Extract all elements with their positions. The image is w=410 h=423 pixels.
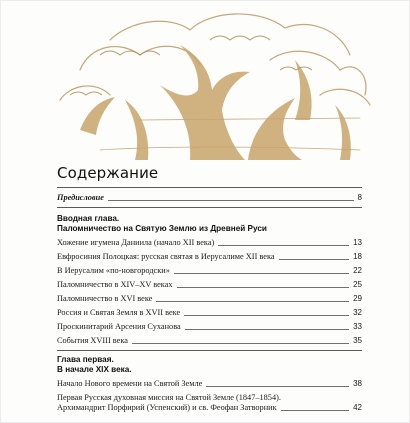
toc-entry-label: Паломничество в XVI веке [57,294,153,303]
section-divider [57,350,362,351]
toc-entry[interactable] [57,308,362,318]
toc-entry-label: Архимандрит Порфирий (Успенский) и св. Феофан Затворник [57,403,277,412]
toc-entry-label: Россия и Святая Земля в XVII веке [57,308,181,317]
dot-leader [185,329,349,330]
toc-title: Содержание [57,164,159,182]
dot-leader [132,343,349,344]
section-divider [57,207,362,208]
intro-heading-line2: Паломничество на Святую Землю из Древней Руси [57,224,267,233]
toc-entry-label: События XVIII века [57,336,128,345]
dot-leader [177,287,350,288]
toc-entry-page: 22 [353,266,362,275]
dot-leader [174,273,349,274]
toc-entry[interactable] [57,322,362,332]
chapter1-heading-line1: Глава первая. [57,355,114,364]
toc-entry[interactable] [57,336,362,346]
toc-entry-label: Начало Нового времени на Святой Земле [57,379,203,388]
toc-entry[interactable] [57,252,362,262]
toc-entry-label: Евфросиния Полоцкая: русская святая в Иерусалиме XII века [57,252,275,261]
toc-entry[interactable] [57,379,362,389]
toc-entry[interactable] [57,238,362,248]
toc-entry-label: Хожение игумена Даниила (начало XII века) [57,238,215,247]
dot-leader [281,410,349,411]
toc-entry-label: Проскинитарий Арсения Суханова [57,322,181,331]
dot-leader [279,259,350,260]
toc-entry-page: 42 [353,403,362,412]
dot-leader [218,245,349,246]
dot-leader [108,200,354,201]
toc-entry[interactable] [57,294,362,304]
dot-leader [206,386,349,387]
toc-entry-label: Предисловие [57,193,104,202]
toc-entry-preface[interactable] [57,193,362,203]
dot-leader [184,315,349,316]
toc-entry[interactable] [57,403,362,413]
toc-entry-page: 13 [353,238,362,247]
toc-entry-page: 35 [353,336,362,345]
toc-entry-page: 32 [353,308,362,317]
toc-entry[interactable] [57,280,362,290]
chapter1-heading-line2: В начале XIX века. [57,365,132,374]
toc-entry-page: 38 [353,379,362,388]
toc-entry-page: 29 [353,294,362,303]
toc-entry-page: 8 [357,193,362,202]
title-divider [57,187,362,188]
toc-entry-label: Паломничество в XIV–XV веках [57,280,173,289]
toc-entry-page: 18 [353,252,362,261]
toc-entry-label: В Иерусалим «по-новгородски» [57,266,170,275]
toc-entry-page: 25 [353,280,362,289]
dot-leader [156,301,349,302]
toc-entry-page: 33 [353,322,362,331]
intro-heading-line1: Вводная глава. [57,214,120,223]
toc-entry[interactable] [57,266,362,276]
olive-trees-illustration [40,0,380,168]
toc-entry-multiline[interactable]: Первая Русская духовная миссия на Святой Земле (1847–1854). [57,393,281,402]
